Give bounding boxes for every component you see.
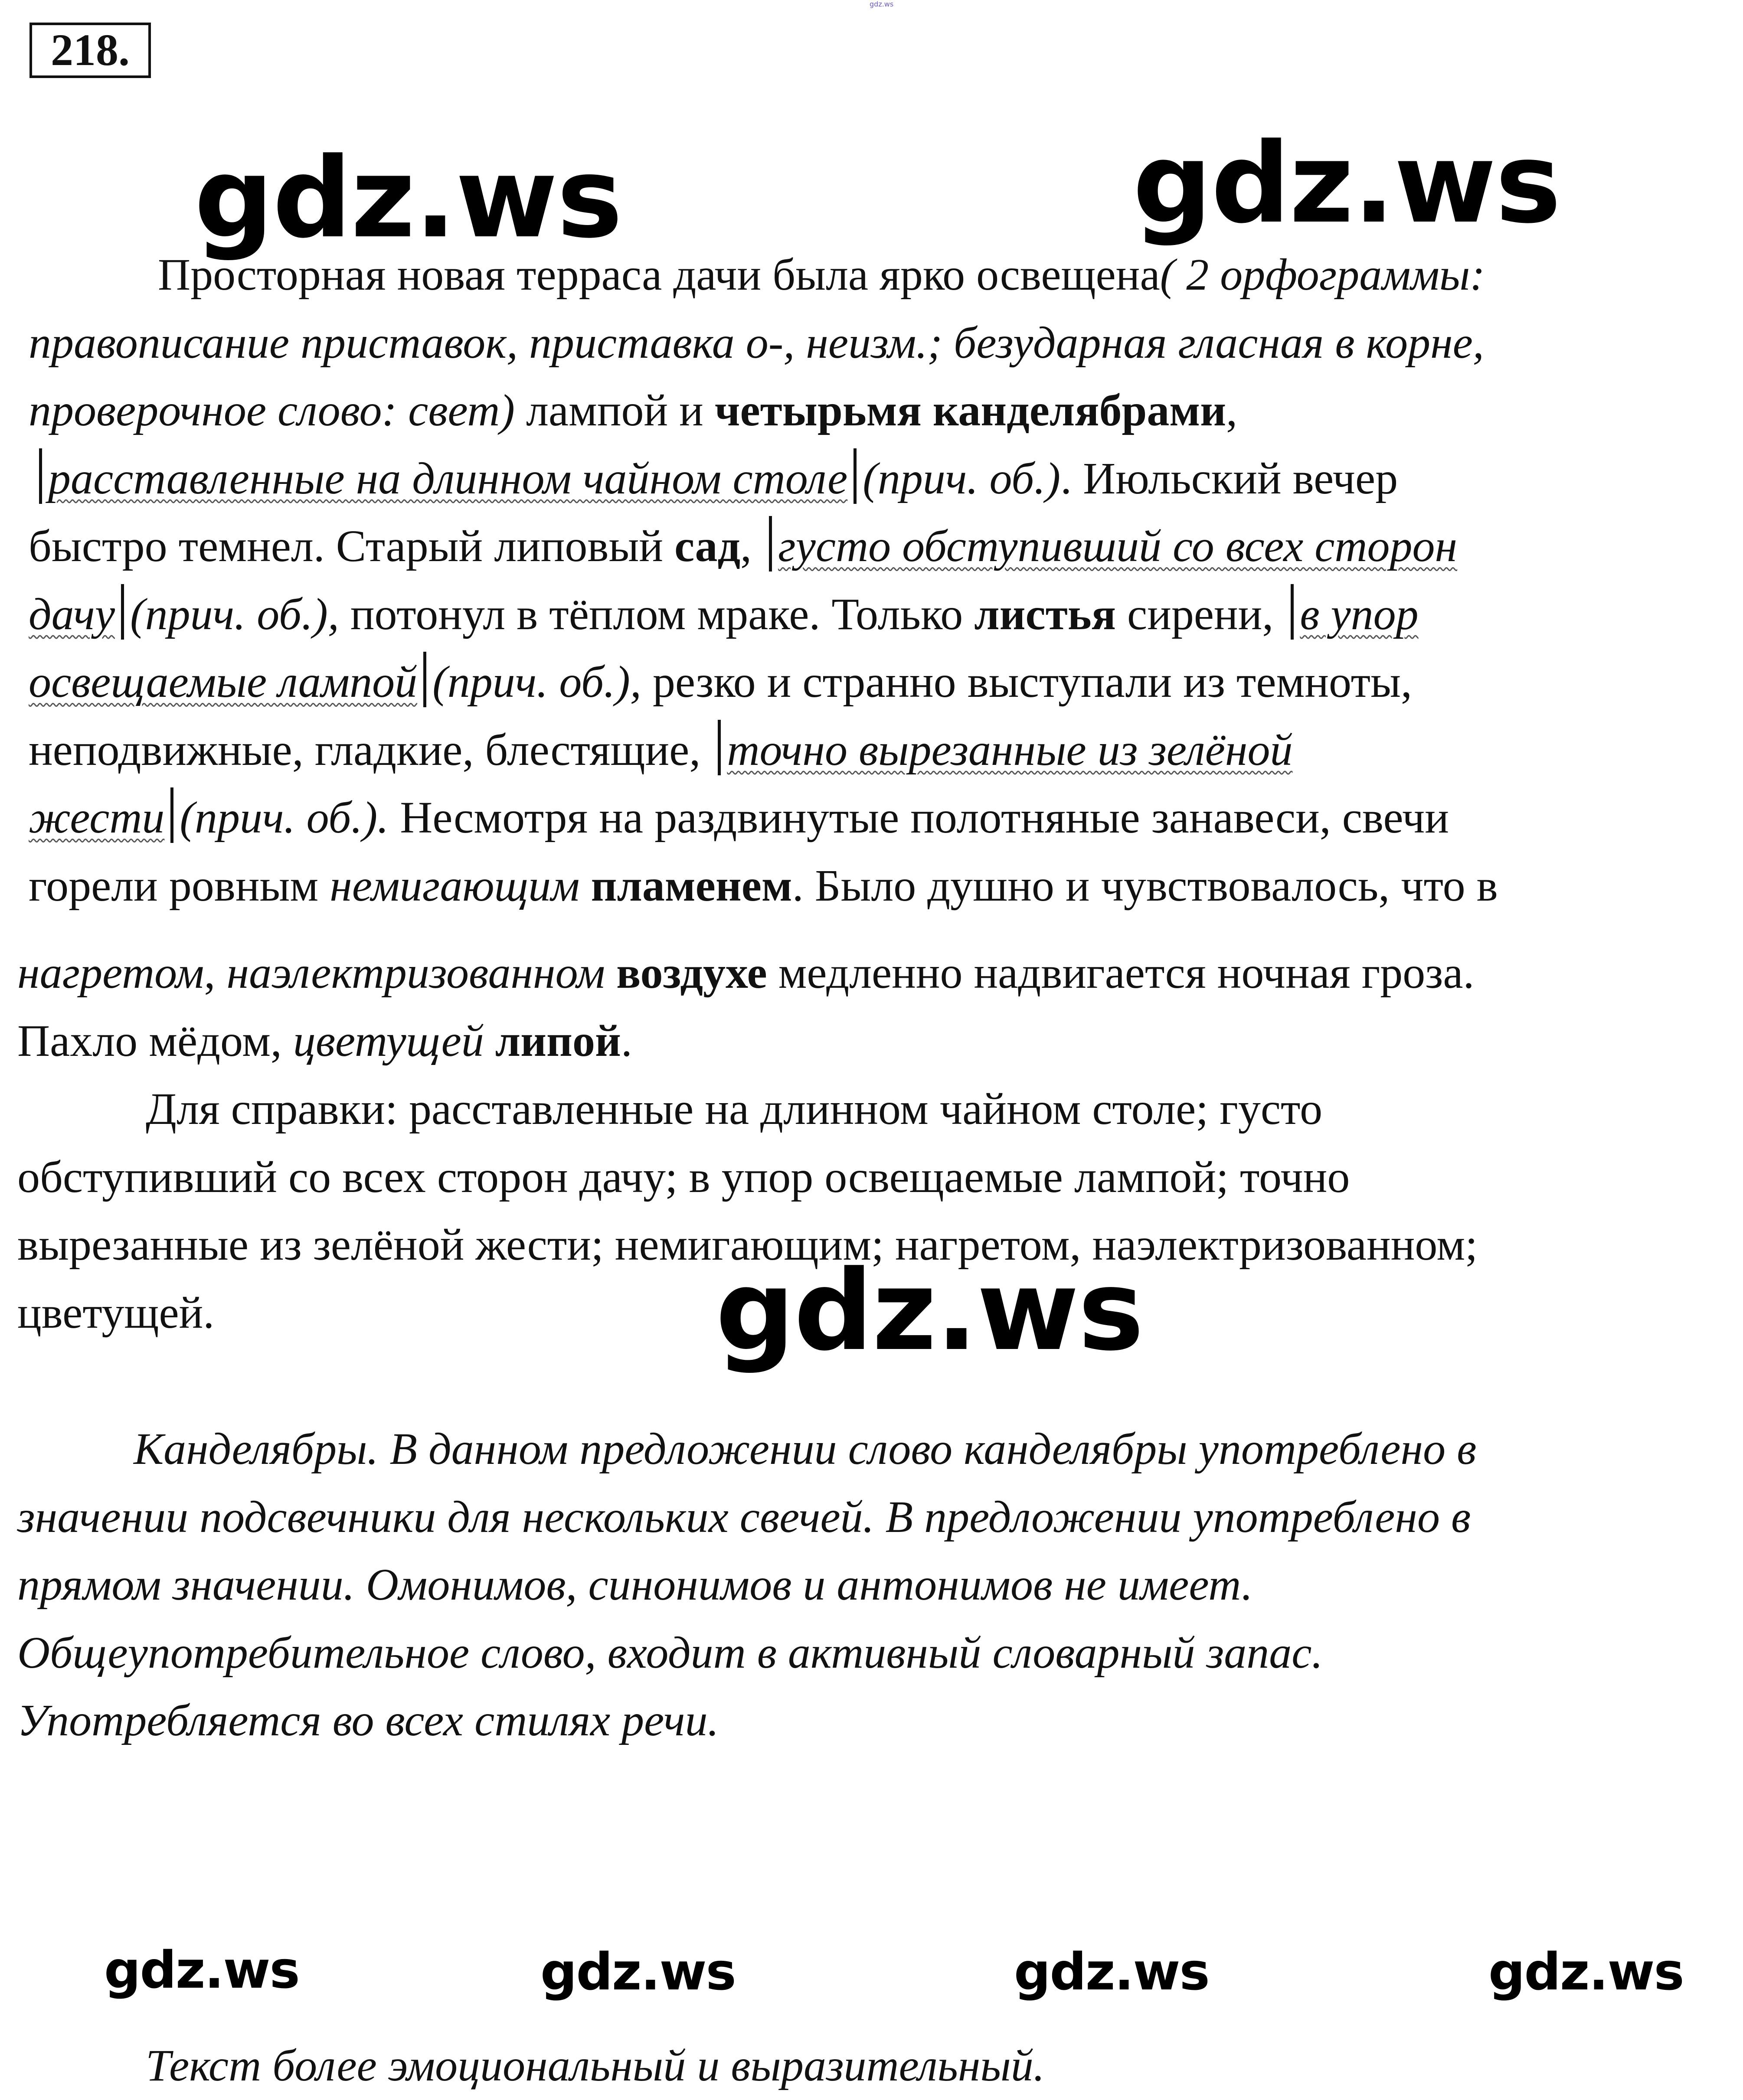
- passage-line-12: Пахло мёдом, цветущей липой.: [17, 1016, 632, 1066]
- phrase-start-bar: [769, 516, 772, 572]
- reference-block: [17, 1075, 1478, 1347]
- passage-line-3: проверочное слово: свет) лампой и четырьмя канделябрами,: [29, 385, 1238, 435]
- reference-line-2: обступивший со всех сторон дачу; в упор освещаемые лампой; точно: [17, 1152, 1350, 1202]
- passage-line-1: Просторная новая терраса дачи была ярко освещена( 2 орфограммы:: [158, 250, 1485, 300]
- participial-phrase-1: расставленные на длинном чайном столе: [48, 453, 848, 503]
- participial-phrase-4a: точно вырезанные из зелёной: [727, 725, 1293, 775]
- watermark-5: gdz.ws: [540, 1942, 736, 2002]
- site-mark: gdz.ws: [870, 0, 894, 8]
- conclusion: Текст более эмоциональный и выразительный.: [146, 2041, 1045, 2090]
- passage-lower: [17, 939, 1475, 1075]
- reference-line-1: Для справки: расставленные на длинном чайном столе; густо: [146, 1084, 1323, 1134]
- watermark-6: gdz.ws: [1014, 1942, 1209, 2002]
- phrase-end-bar: [423, 652, 426, 707]
- participial-phrase-4b: жести: [29, 793, 165, 843]
- participial-phrase-3a: в упор: [1300, 589, 1419, 639]
- watermark-2: gdz.ws: [1133, 119, 1560, 248]
- phrase-end-bar: [854, 448, 857, 504]
- phrase-start-bar: [39, 448, 42, 504]
- watermark-3: gdz.ws: [716, 1247, 1143, 1375]
- passage-line-6: дачу (прич. об.), потонул в тёплом мраке. Только листья сирени, в упор: [29, 581, 1498, 649]
- passage-line-11: нагретом, наэлектризованном воздухе медленно надвигается ночная гроза.: [17, 948, 1475, 998]
- passage-line-5: быстро темнел. Старый липовый сад, густо обступивший со всех сторон: [29, 513, 1498, 581]
- participial-phrase-2a: густо обступивший со всех сторон: [778, 521, 1458, 571]
- analysis-line-2: значении подсвечники для нескольких свечей. В предложении употреблено в: [17, 1492, 1471, 1542]
- analysis-line-3: прямом значении. Омонимов, синонимов и антонимов не имеет.: [17, 1560, 1253, 1610]
- phrase-end-bar: [170, 787, 173, 843]
- watermark-4: gdz.ws: [104, 1940, 299, 2000]
- analysis-line-1: Канделябры. В данном предложении слово канделябры употреблено в: [134, 1424, 1477, 1474]
- phrase-end-bar: [121, 584, 124, 640]
- participial-phrase-3b: освещаемые лампой: [29, 657, 418, 707]
- phrase-start-bar: [718, 720, 721, 775]
- analysis-line-4: Общеупотребительное слово, входит в активный словарный запас.: [17, 1627, 1323, 1678]
- passage-line-4: расставленные на длинном чайном столе (прич. об.). Июльский вечер: [29, 445, 1498, 513]
- passage-line-2: правописание приставок, приставка о-, неизм.; безударная гласная в корне,: [29, 317, 1484, 368]
- passage-line-8: неподвижные, гладкие, блестящие, точно вырезанные из зелёной: [29, 716, 1498, 784]
- watermark-7: gdz.ws: [1488, 1942, 1684, 2002]
- phrase-start-bar: [1291, 584, 1294, 640]
- analysis-line-5: Употребляется во всех стилях речи.: [17, 1695, 719, 1745]
- watermark-1: gdz.ws: [194, 134, 622, 263]
- analysis-block: [17, 1415, 1476, 1755]
- passage-upper: [29, 241, 1498, 920]
- task-number-box: 218.: [29, 23, 151, 78]
- reference-line-3: вырезанные из зелёной жести; немигающим; нагретом, наэлектризованном;: [17, 1220, 1478, 1270]
- passage-line-10: горели ровным немигающим пламенем. Было душно и чувствовалось, что в: [29, 860, 1498, 911]
- reference-line-4: цветущей.: [17, 1287, 215, 1338]
- passage-line-7: освещаемые лампой (прич. об.), резко и странно выступали из темноты,: [29, 648, 1498, 716]
- passage-line-9: жести (прич. об.). Несмотря на раздвинутые полотняные занавеси, свечи: [29, 784, 1498, 852]
- participial-phrase-2b: дачу: [29, 589, 115, 639]
